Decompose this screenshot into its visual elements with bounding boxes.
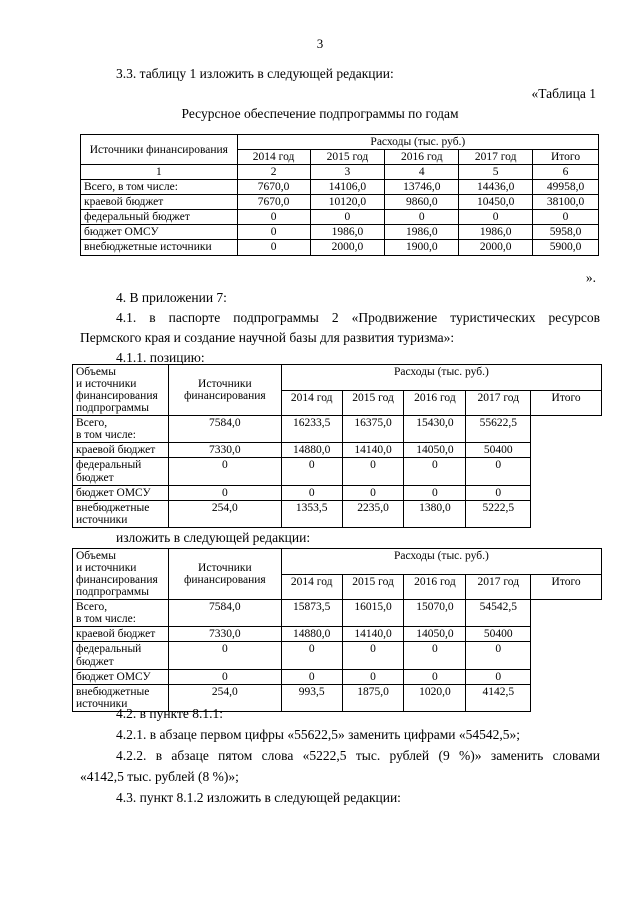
column-number: 1 — [81, 165, 238, 180]
cell-value: 7584,0 — [168, 416, 281, 443]
header-costs: Расходы (тыс. руб.) — [237, 135, 598, 150]
cell-value: 14106,0 — [310, 180, 385, 195]
cell-value: 7670,0 — [237, 180, 310, 195]
cell-value: 0 — [385, 210, 459, 225]
header-costs: Расходы (тыс. руб.) — [281, 549, 601, 575]
column-number: 6 — [533, 165, 599, 180]
cell-value: 14880,0 — [281, 443, 342, 458]
table-2-old-position — [72, 364, 602, 528]
cell-value: 0 — [310, 210, 385, 225]
cell-value: 13746,0 — [385, 180, 459, 195]
table-title: Ресурсное обеспечение подпрограммы по годам — [181, 106, 459, 121]
cell-value: 0 — [342, 485, 404, 500]
cell-value: 1875,0 — [342, 684, 404, 711]
header-source: Источники финансирования — [168, 365, 281, 416]
cell-value: 54542,5 — [466, 600, 531, 627]
page-number: 3 — [316, 36, 324, 51]
cell-value: 254,0 — [168, 500, 281, 527]
cell-value: 1986,0 — [385, 225, 459, 240]
table-1 — [80, 134, 599, 256]
cell-value: 1353,5 — [281, 500, 342, 527]
header-source: Источники финансирования — [81, 135, 238, 165]
cell-value: 0 — [404, 642, 466, 669]
cell-value: 993,5 — [281, 684, 342, 711]
cell-value: 7584,0 — [168, 600, 281, 627]
table-row — [81, 225, 599, 240]
column-number: 5 — [459, 165, 533, 180]
row-label: бюджет ОМСУ — [73, 485, 169, 500]
row-label: внебюджетные источники — [73, 500, 169, 527]
paragraph-4-2-2-line2: «4142,5 тыс. рублей (8 %)»; — [80, 769, 239, 784]
row-label: Всего, в том числе: — [73, 600, 169, 627]
cell-value: 1380,0 — [404, 500, 466, 527]
cell-value: 0 — [168, 669, 281, 684]
cell-value: 254,0 — [168, 684, 281, 711]
closing-quote: ». — [585, 270, 596, 285]
cell-value: 15070,0 — [404, 600, 466, 627]
cell-value: 5900,0 — [533, 240, 599, 255]
table-row — [73, 500, 602, 527]
paragraph-4-1-line1: 4.1. в паспорте подпрограммы 2 «Продвижение туристических ресурсов — [116, 310, 600, 325]
header-year: 2016 год — [385, 150, 459, 165]
cell-value: 0 — [459, 210, 533, 225]
row-label: краевой бюджет — [81, 195, 238, 210]
cell-value: 0 — [281, 669, 342, 684]
cell-value: 49958,0 — [533, 180, 599, 195]
cell-value: 2000,0 — [459, 240, 533, 255]
row-label: краевой бюджет — [73, 443, 169, 458]
cell-value: 5222,5 — [466, 500, 531, 527]
paragraph-4: 4. В приложении 7: — [116, 290, 227, 305]
cell-value: 7330,0 — [168, 443, 281, 458]
cell-value: 16233,5 — [281, 416, 342, 443]
paragraph-state: изложить в следующей редакции: — [116, 530, 311, 545]
header-year: 2014 год — [237, 150, 310, 165]
row-label: бюджет ОМСУ — [81, 225, 238, 240]
cell-value: 0 — [404, 458, 466, 485]
cell-value: 4142,5 — [466, 684, 531, 711]
cell-value: 7670,0 — [237, 195, 310, 210]
cell-value: 15873,5 — [281, 600, 342, 627]
cell-value: 0 — [404, 669, 466, 684]
table-row — [73, 600, 602, 627]
cell-value: 5958,0 — [533, 225, 599, 240]
header-total: Итого — [531, 574, 602, 600]
header-costs: Расходы (тыс. руб.) — [281, 365, 601, 391]
table-3-new-position — [72, 548, 602, 712]
cell-value: 0 — [281, 458, 342, 485]
cell-value: 1900,0 — [385, 240, 459, 255]
cell-value: 14050,0 — [404, 627, 466, 642]
row-label: федеральный бюджет — [73, 458, 169, 485]
header-year: 2017 год — [459, 150, 533, 165]
cell-value: 14140,0 — [342, 627, 404, 642]
cell-value: 0 — [466, 642, 531, 669]
row-label: внебюджетные источники — [73, 684, 169, 711]
cell-value: 2235,0 — [342, 500, 404, 527]
cell-value: 1986,0 — [310, 225, 385, 240]
header-total: Итого — [533, 150, 599, 165]
table-row — [73, 627, 602, 642]
side-label: Объемы и источники финансирования подпрограммы — [73, 365, 169, 416]
cell-value: 0 — [342, 458, 404, 485]
table-reference: «Таблица 1 — [531, 86, 596, 101]
table-row — [73, 669, 602, 684]
cell-value: 0 — [466, 669, 531, 684]
cell-value: 0 — [168, 458, 281, 485]
header-year: 2015 год — [342, 390, 404, 416]
cell-value: 10450,0 — [459, 195, 533, 210]
cell-value: 50400 — [466, 627, 531, 642]
table-row — [73, 416, 602, 443]
cell-value: 0 — [237, 225, 310, 240]
cell-value: 9860,0 — [385, 195, 459, 210]
row-label: внебюджетные источники — [81, 240, 238, 255]
cell-value: 10120,0 — [310, 195, 385, 210]
table-row — [81, 210, 599, 225]
cell-value: 14436,0 — [459, 180, 533, 195]
cell-value: 15430,0 — [404, 416, 466, 443]
header-year: 2014 год — [281, 390, 342, 416]
header-year: 2015 год — [310, 150, 385, 165]
row-label: Всего, в том числе: — [81, 180, 238, 195]
header-year: 2017 год — [466, 390, 531, 416]
row-label: федеральный бюджет — [73, 642, 169, 669]
header-year: 2016 год — [404, 390, 466, 416]
paragraph-4-2-1: 4.2.1. в абзаце первом цифры «55622,5» заменить цифрами «54542,5»; — [116, 727, 521, 742]
cell-value: 7330,0 — [168, 627, 281, 642]
side-label: Объемы и источники финансирования подпрограммы — [73, 549, 169, 600]
cell-value: 0 — [342, 642, 404, 669]
cell-value: 0 — [466, 458, 531, 485]
paragraph-4-3: 4.3. пункт 8.1.2 изложить в следующей редакции: — [116, 790, 401, 805]
header-source: Источники финансирования — [168, 549, 281, 600]
row-label: краевой бюджет — [73, 627, 169, 642]
paragraph-4-2-2-line1: 4.2.2. в абзаце пятом слова «5222,5 тыс. рублей (9 %)» заменить словами — [116, 748, 600, 763]
cell-value: 0 — [281, 642, 342, 669]
cell-value: 1986,0 — [459, 225, 533, 240]
row-label: Всего, в том числе: — [73, 416, 169, 443]
column-number: 3 — [310, 165, 385, 180]
header-year: 2016 год — [404, 574, 466, 600]
cell-value: 0 — [342, 669, 404, 684]
header-year: 2014 год — [281, 574, 342, 600]
paragraph-4-1-1: 4.1.1. позицию: — [116, 350, 205, 365]
table-row — [73, 485, 602, 500]
header-year: 2015 год — [342, 574, 404, 600]
table-row — [81, 195, 599, 210]
header-year: 2017 год — [466, 574, 531, 600]
table-row — [81, 240, 599, 255]
cell-value: 14050,0 — [404, 443, 466, 458]
column-number: 4 — [385, 165, 459, 180]
cell-value: 1020,0 — [404, 684, 466, 711]
cell-value: 0 — [237, 240, 310, 255]
cell-value: 50400 — [466, 443, 531, 458]
table-row — [73, 443, 602, 458]
cell-value: 0 — [533, 210, 599, 225]
cell-value: 0 — [168, 485, 281, 500]
cell-value: 0 — [237, 210, 310, 225]
cell-value: 16375,0 — [342, 416, 404, 443]
cell-value: 55622,5 — [466, 416, 531, 443]
cell-value: 0 — [168, 642, 281, 669]
cell-value: 14140,0 — [342, 443, 404, 458]
table-row — [73, 642, 602, 669]
cell-value: 0 — [404, 485, 466, 500]
cell-value: 0 — [466, 485, 531, 500]
paragraph-4-1-line2: Пермского края и создание научной базы для развития туризма»: — [80, 330, 455, 345]
cell-value: 0 — [281, 485, 342, 500]
row-label: бюджет ОМСУ — [73, 669, 169, 684]
table-row — [81, 180, 599, 195]
table-row — [73, 458, 602, 485]
cell-value: 16015,0 — [342, 600, 404, 627]
header-total: Итого — [531, 390, 602, 416]
cell-value: 2000,0 — [310, 240, 385, 255]
cell-value: 38100,0 — [533, 195, 599, 210]
column-number: 2 — [237, 165, 310, 180]
paragraph-4-2: 4.2. в пункте 8.1.1: — [116, 706, 223, 721]
cell-value: 14880,0 — [281, 627, 342, 642]
paragraph-3-3: 3.3. таблицу 1 изложить в следующей редакции: — [116, 66, 394, 81]
row-label: федеральный бюджет — [81, 210, 238, 225]
